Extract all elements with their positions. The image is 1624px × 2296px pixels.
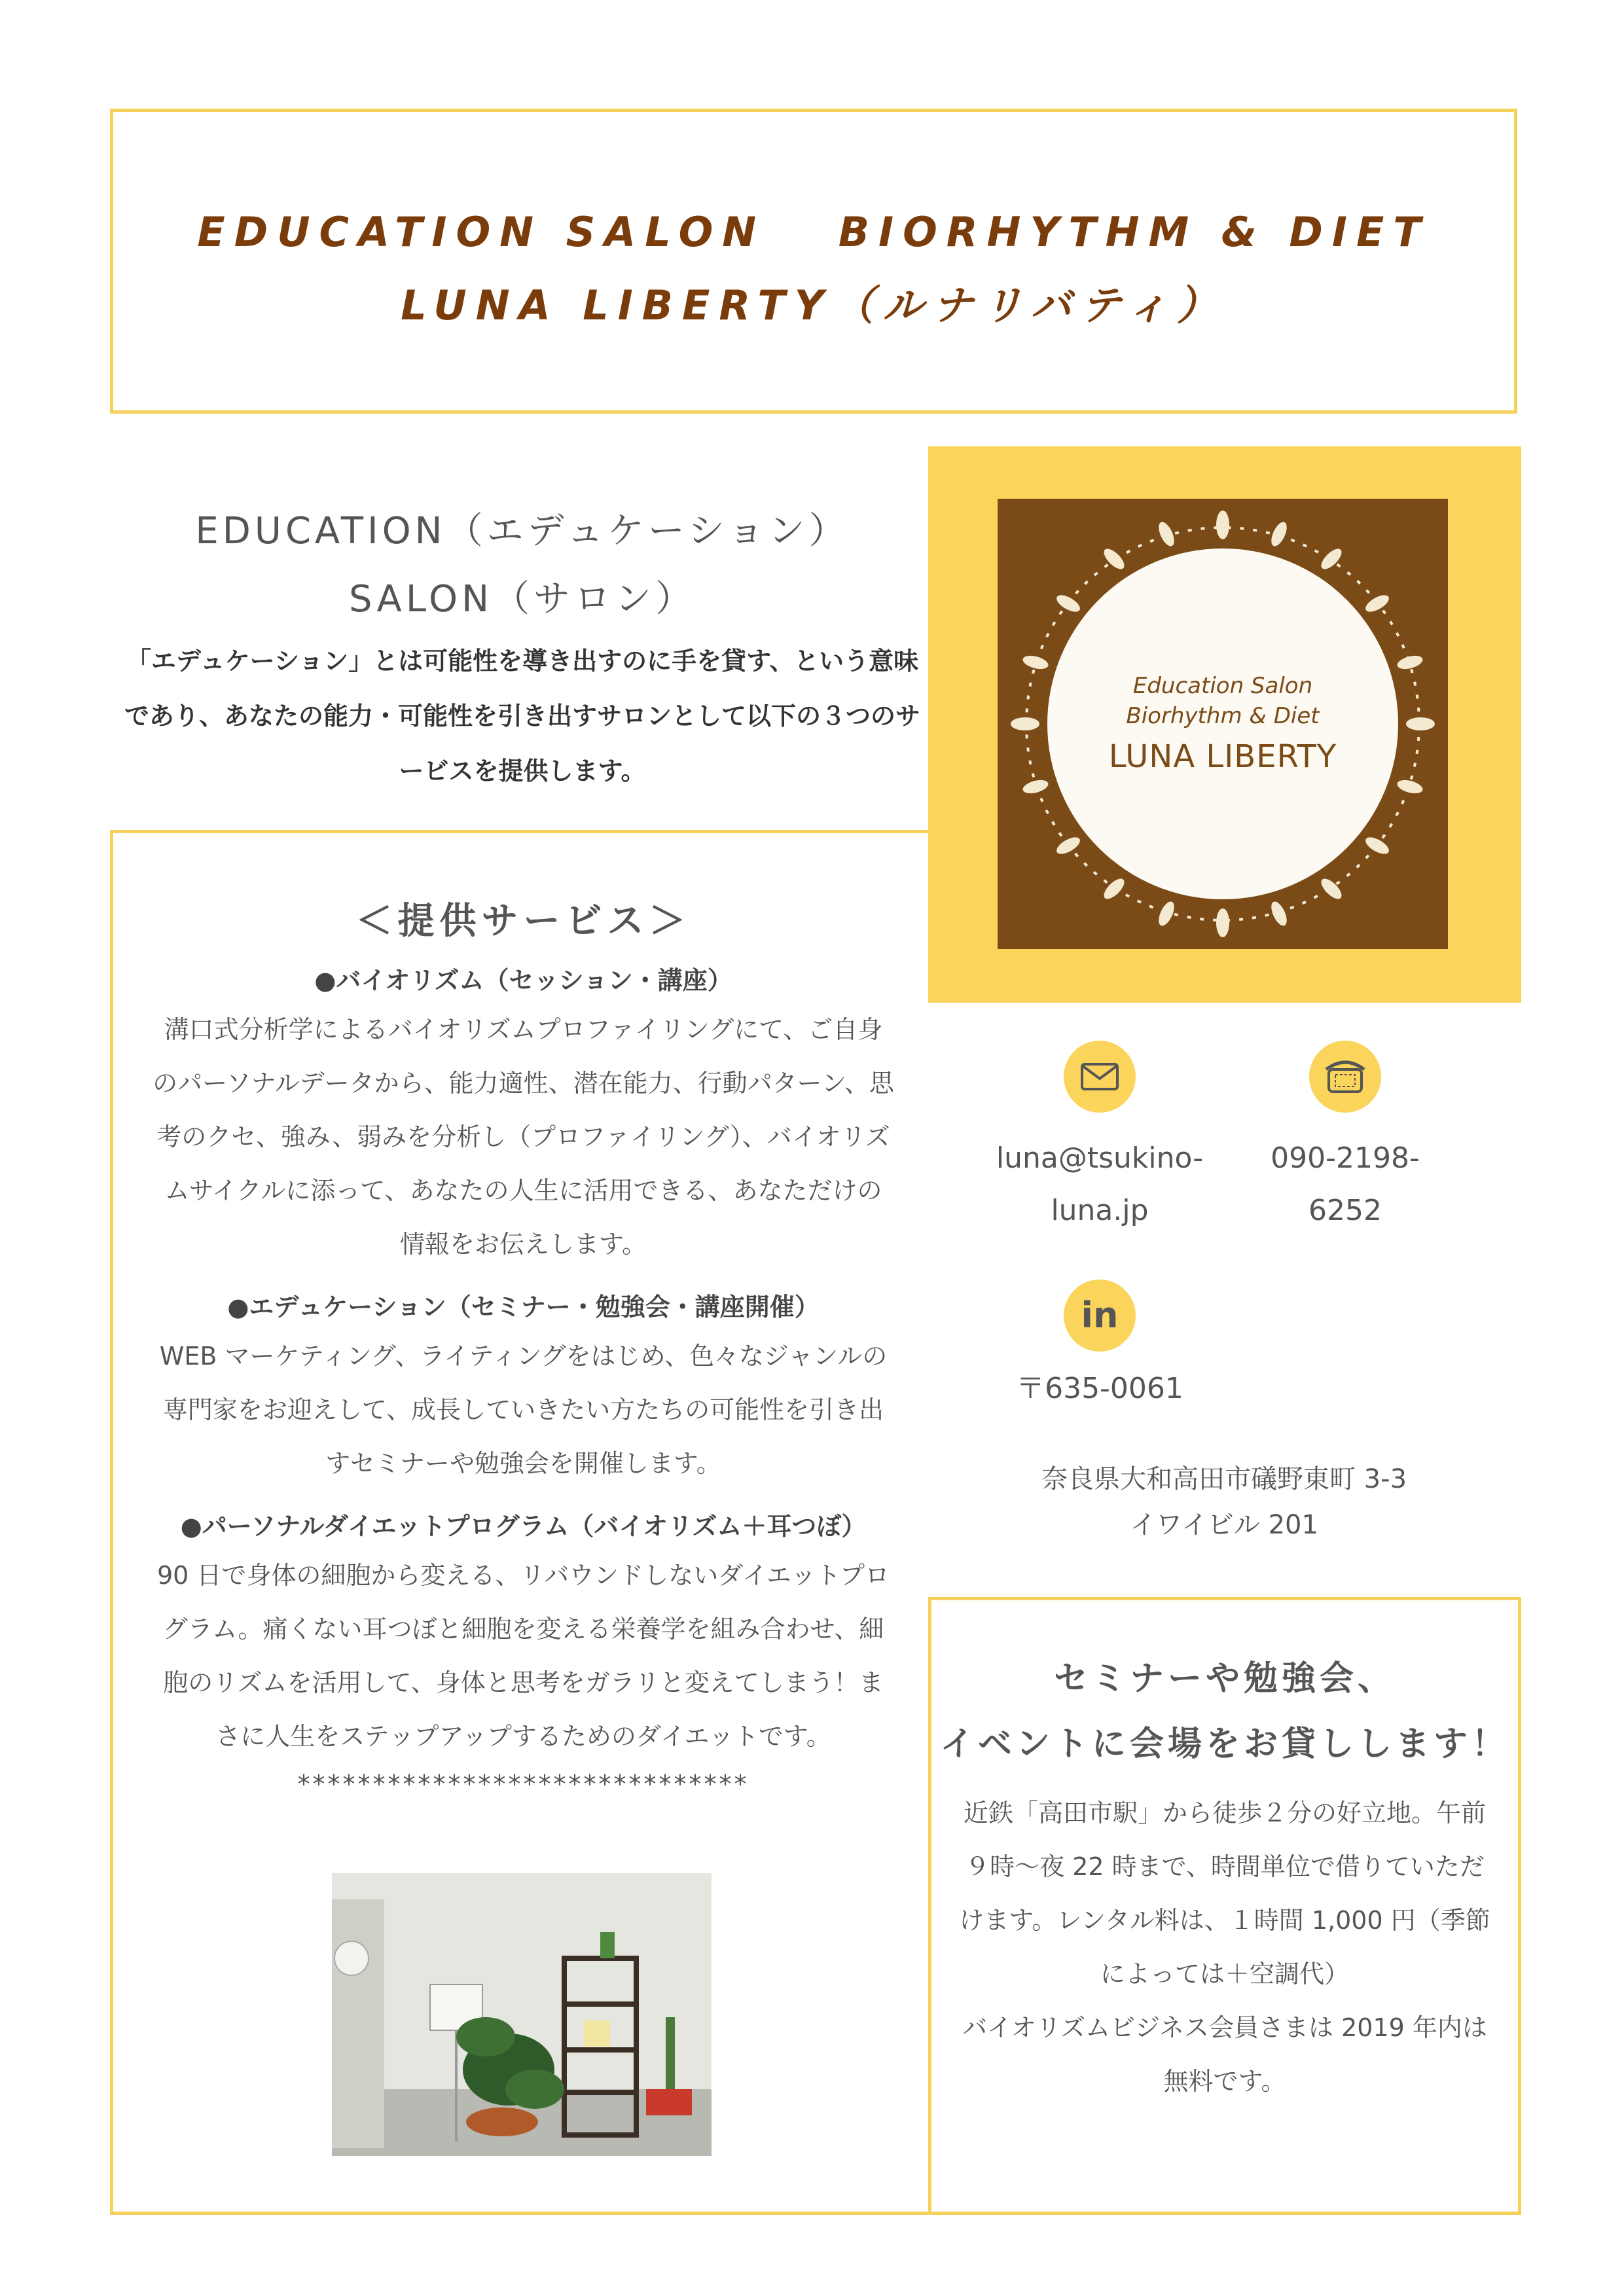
rental-body: 近鉄「高田市駅」から徒歩２分の好立地。午前９時～夜 22 時まで、時間単位で借りていただけます。レンタル料は、１時間 1,000 円（季節によっては＋空調代） [959, 1799, 1490, 1988]
header-title-line1: EDUCATION SALON BIORHYTHM & DIET [197, 208, 1430, 256]
service-title-biorhythm: ●バイオリズム（セッション・講座） [314, 966, 732, 995]
logo-circle [1047, 548, 1398, 899]
linkedin-icon[interactable] [1064, 1280, 1136, 1352]
phone-number[interactable] [1244, 1132, 1447, 1237]
header-title-line2: LUNA LIBERTY（ルナリバティ） [401, 281, 1227, 329]
intro-paragraph: 「エデュケーション」とは可能性を導き出すのに手を貸す、という意味であり、あなたの能力・可能性を引き出すサロンとして以下の３つのサービスを提供します。 [124, 647, 920, 785]
service-body-diet: 90 日で身体の細胞から変える、リバウンドしないダイエットプログラム。痛くない耳つぼと細胞を変える栄養学を組み合わせ、細胞のリズムを活用して、身体と思考をガラリと変えてしまう！まさに人生をステップアップするためのダイエットです。 [156, 1561, 890, 1751]
rental-box [928, 1597, 1521, 2215]
rental-heading-line1: セミナーや勉強会、 [1053, 1659, 1396, 1698]
intro-title-salon: SALON（サロン） [348, 578, 696, 620]
address-line2: イワイビル 201 [1130, 1510, 1318, 1540]
rental-heading-line2: イベントに会場をお貸しします！ [939, 1725, 1509, 1764]
service-body-education: WEB マーケティング、ライティングをはじめ、色々なジャンルの専門家をお迎えして、成長していきたい方たちの可能性を引き出すセミナーや勉強会を開催します。 [159, 1342, 888, 1478]
email-line1: luna@tsukino- [996, 1141, 1204, 1175]
email-icon[interactable] [1064, 1041, 1136, 1113]
header-box [110, 109, 1517, 414]
salon-room-illustration [332, 1873, 712, 2156]
star-divider: ****************************** [297, 1770, 749, 1799]
logo-text-education-salon: Education Salon [1132, 673, 1313, 699]
phone-line2: 6252 [1308, 1194, 1382, 1227]
logo-text-luna-liberty: LUNA LIBERTY [1108, 738, 1337, 775]
phone-icon[interactable] [1309, 1041, 1381, 1113]
services-heading: ＜提供サービス＞ [355, 900, 691, 942]
linkedin-icon-text: in [1081, 1295, 1119, 1336]
intro-section [117, 497, 928, 798]
service-body-biorhythm: 溝口式分析学によるバイオリズムプロファイリングにて、ご自身のパーソナルデータから、能力適性、潜在能力、行動パターン、思考のクセ、強み、弱みを分析し（プロファイリング）、バイオリズムサイクルに添って、あなたの人生に活用できる、あなただけの情報をお伝えします。 [153, 1015, 894, 1259]
logo-text-biorhythm-diet: Biorhythm & Diet [1126, 703, 1320, 729]
service-title-diet: ●パーソナルダイエットプログラム（バイオリズム＋耳つぼ） [180, 1512, 867, 1541]
address [936, 1456, 1512, 1548]
rental-member-note: バイオリズムビジネス会員さまは 2019 年内は無料です。 [962, 2013, 1487, 2096]
phone-line1: 090-2198- [1271, 1141, 1420, 1175]
email-line2: luna.jp [1051, 1194, 1149, 1227]
address-line1: 奈良県大和高田市礒野東町 3-3 [1041, 1464, 1407, 1494]
salon-room-photo [332, 1873, 712, 2156]
postal-code: 〒635-0061 [1016, 1372, 1183, 1405]
service-title-education: ●エデュケーション（セミナー・勉強会・講座開催） [227, 1293, 820, 1321]
intro-title-education: EDUCATION（エデュケーション） [195, 510, 850, 552]
email-address[interactable] [975, 1132, 1224, 1237]
